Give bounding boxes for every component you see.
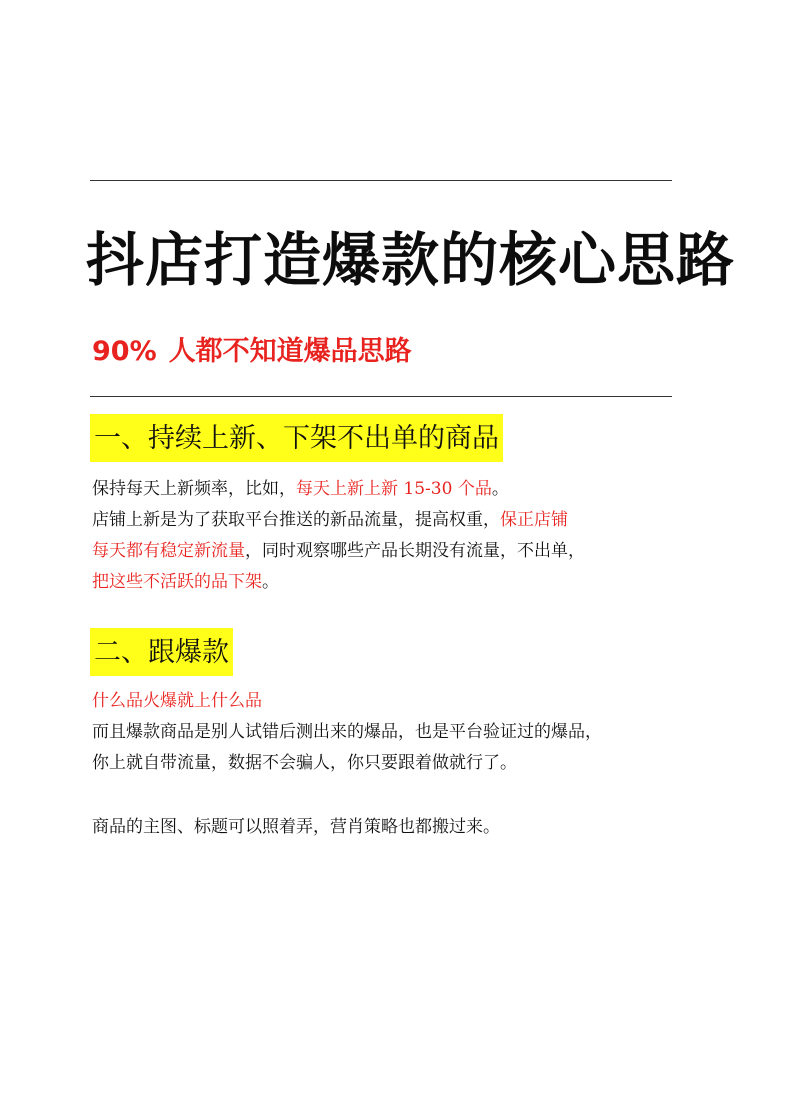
page-title: 抖店打造爆款的核心思路 [86, 226, 736, 294]
section-2-body [92, 686, 732, 779]
section-2-line-2: 而且爆款商品是别人试错后测出来的爆品，也是平台验证过的爆品， [92, 722, 602, 742]
middle-divider [90, 396, 672, 397]
highlight-text: 每天上新上新 15-30 个品 [296, 479, 492, 499]
text-segment: 保持每天上新频率，比如， [92, 479, 296, 499]
text-segment: 。 [262, 572, 279, 592]
section-heading-2: 二、跟爆款 [90, 628, 233, 676]
section-2-line-4: 商品的主图、标题可以照着弄，营肖策略也都搬过来。 [92, 817, 500, 837]
highlight-text: 每天都有稳定新流量 [92, 541, 245, 561]
subtitle-percent: 90% [92, 336, 157, 367]
section-2-note [92, 812, 732, 843]
highlight-text: 把这些不活跃的品下架 [92, 572, 262, 592]
section-2-line-1: 什么品火爆就上什么品 [92, 691, 262, 711]
subtitle-text: 人都不知道爆品思路 [168, 336, 412, 367]
highlight-text: 保正店铺 [500, 510, 568, 530]
subtitle [92, 332, 412, 372]
section-1-line-3 [92, 536, 732, 567]
section-1-line-1 [92, 474, 732, 505]
text-segment: ，同时观察哪些产品长期没有流量，不出单， [245, 541, 585, 561]
section-1-body [92, 474, 732, 598]
text-segment: 。 [491, 479, 509, 499]
section-1-line-2 [92, 505, 732, 536]
top-divider [90, 180, 672, 181]
section-1-line-4 [92, 567, 732, 598]
section-heading-1: 一、持续上新、下架不出单的商品 [90, 414, 503, 462]
text-segment: 店铺上新是为了获取平台推送的新品流量，提高权重， [92, 510, 500, 530]
section-2-line-3: 你上就自带流量，数据不会骗人，你只要跟着做就行了。 [92, 753, 517, 773]
